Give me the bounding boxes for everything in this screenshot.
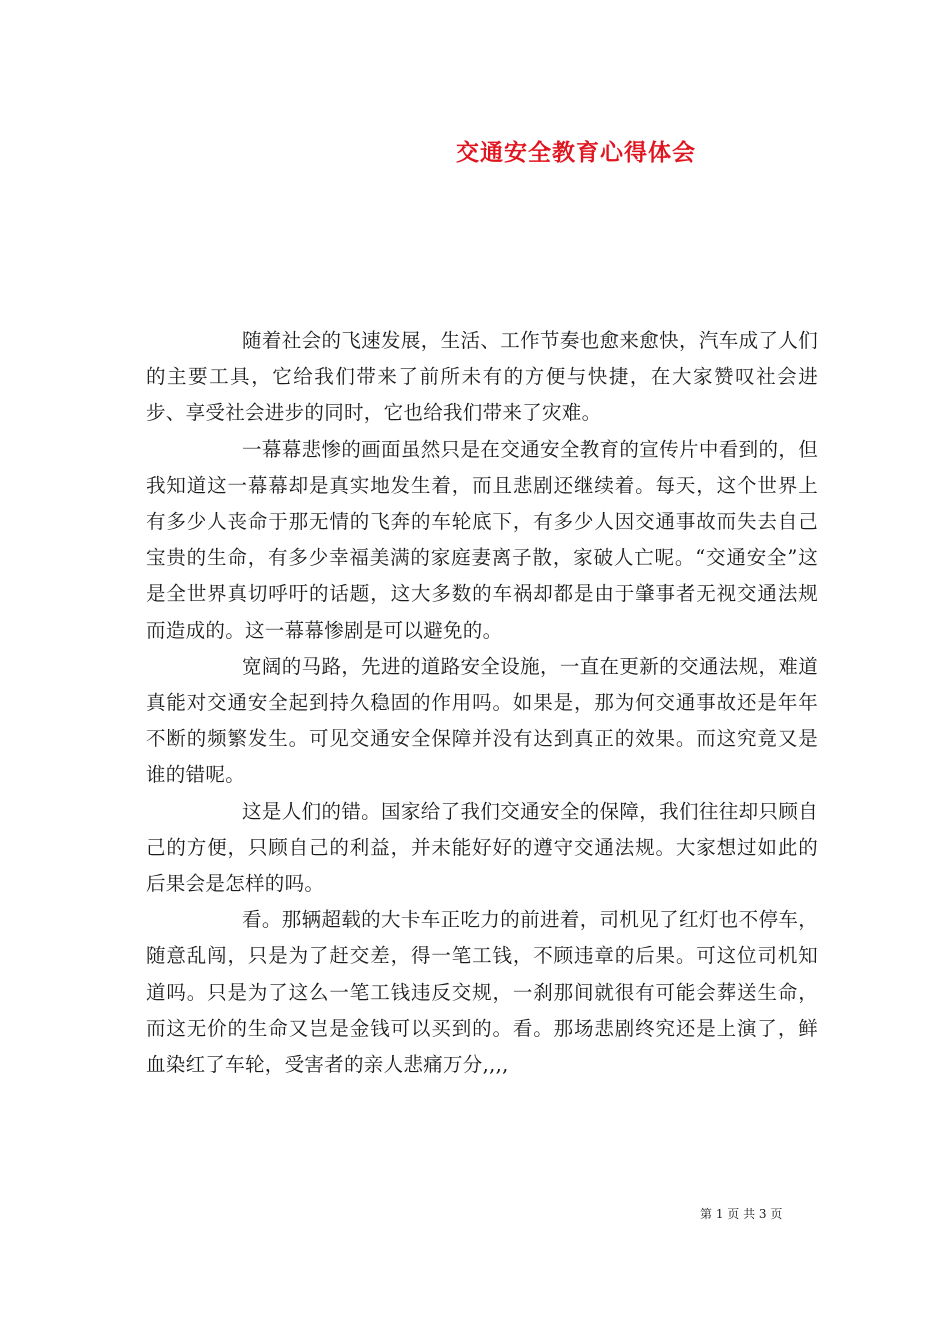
paragraph-4: 这是人们的错。国家给了我们交通安全的保障，我们往往却只顾自己的方便，只顾自己的利益，并未能好好的遵守交通法规。大家想过如此的后果会是怎样的吗。 (146, 799, 818, 896)
document-body (146, 323, 818, 1083)
page-number-footer: 第 1 页 共 3 页 (700, 1207, 783, 1221)
paragraph-5: 看。那辆超载的大卡车正吃力的前进着，司机见了红灯也不停车，随意乱闯，只是为了赶交差，得一笔工钱，不顾违章的后果。可这位司机知道吗。只是为了这么一笔工钱违反交规，一刹那间就很有可能会葬送生命，而这无价的生命又岂是金钱可以买到的。看。那场悲剧终究还是上演了，鲜血染红了车轮，受害者的亲人悲痛万分,,,, (146, 908, 818, 1077)
paragraph-1: 随着社会的飞速发展，生活、工作节奏也愈来愈快，汽车成了人们的主要工具，它给我们带来了前所未有的方便与快捷，在大家赞叹社会进步、享受社会进步的同时，它也给我们带来了灾难。 (146, 329, 818, 425)
paragraph-2: 一幕幕悲惨的画面虽然只是在交通安全教育的宣传片中看到的，但我知道这一幕幕却是真实地发生着，而且悲剧还继续着。每天，这个世界上有多少人丧命于那无情的飞奔的车轮底下，有多少人因交通事故而失去自己宝贵的生命，有多少幸福美满的家庭妻离子散，家破人亡呢。“交通安全”这是全世界真切呼吁的话题，这大多数的车祸却都是由于肇事者无视交通法规而造成的。这一幕幕惨剧是可以避免的。 (146, 437, 818, 642)
document-title: 交通安全教育心得体会 (456, 139, 696, 166)
paragraph-3: 宽阔的马路，先进的道路安全设施，一直在更新的交通法规，难道真能对交通安全起到持久稳固的作用吗。如果是，那为何交通事故还是年年不断的频繁发生。可见交通安全保障并没有达到真正的效果。而这究竟又是谁的错呢。 (146, 654, 818, 787)
